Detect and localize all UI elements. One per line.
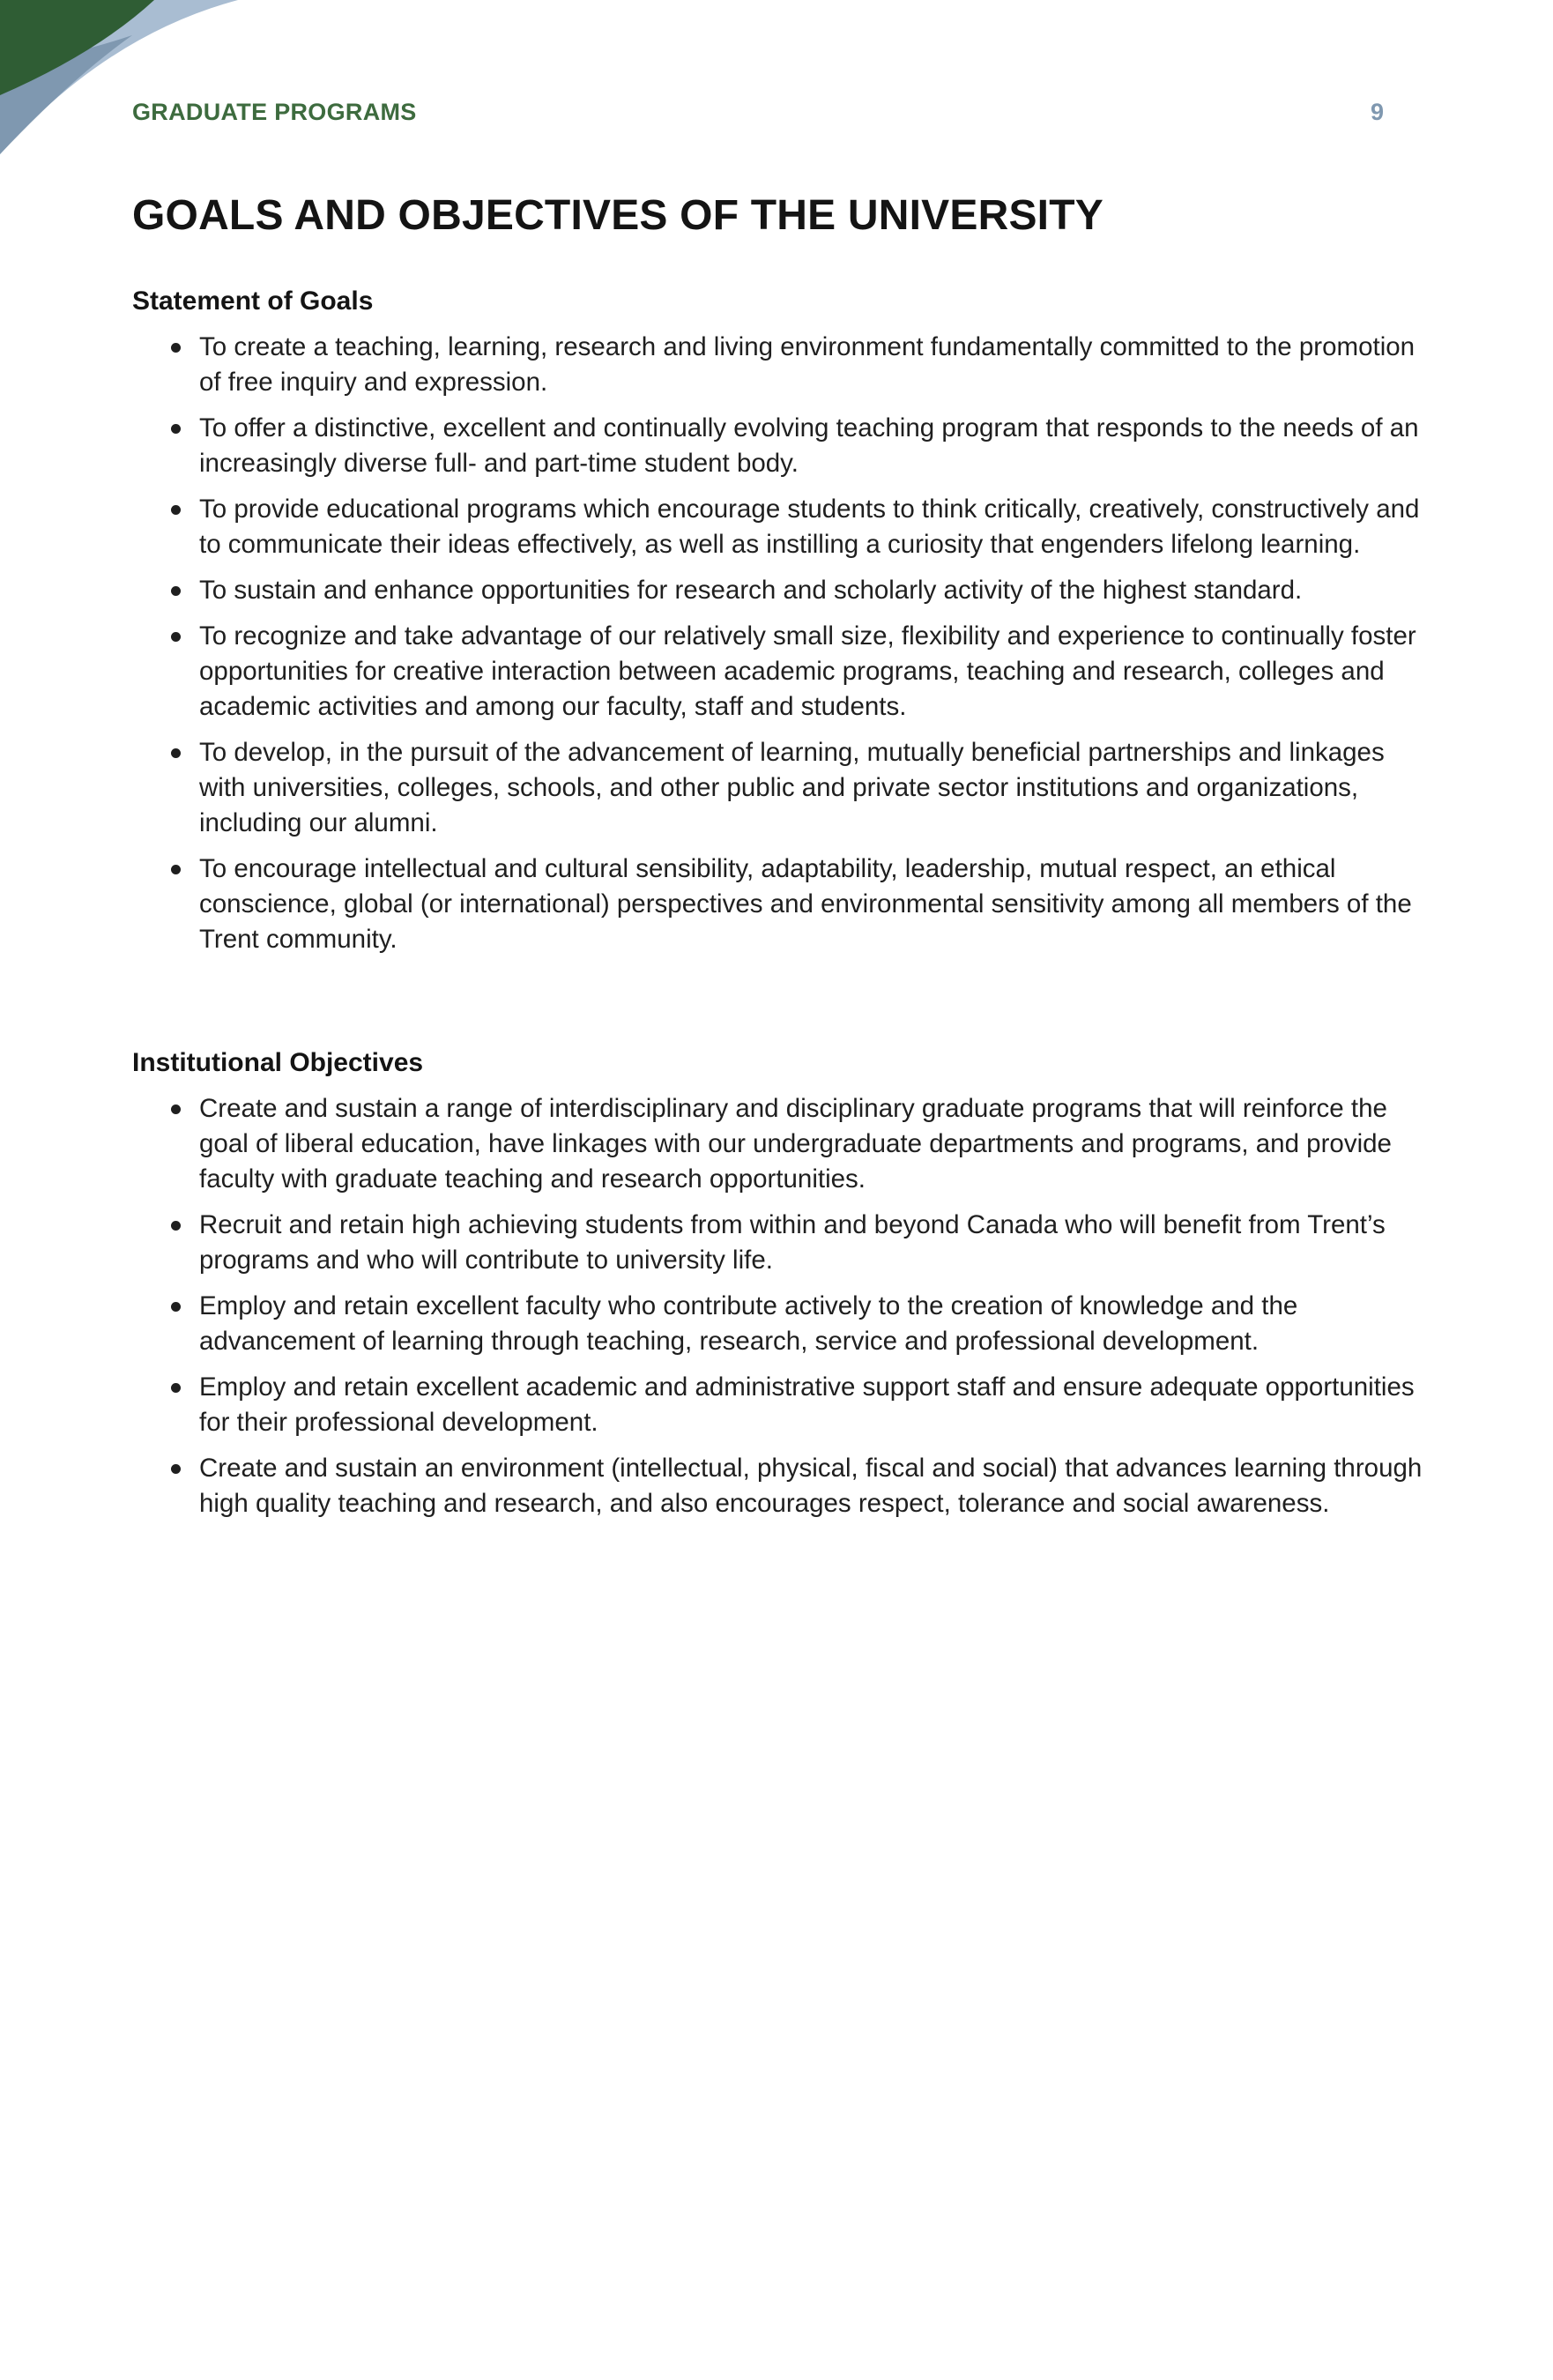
goal-text: To provide educational programs which encourage students to think critically, creatively, constructively and to communicate their ideas effectively, as well as instilling a curiosity that engenders lifelong learning. <box>199 495 1420 559</box>
bullet-icon <box>171 505 181 515</box>
bullet-icon <box>171 586 181 596</box>
bullet-icon <box>171 1104 181 1114</box>
page-title: GOALS AND OBJECTIVES OF THE UNIVERSITY <box>132 192 1103 239</box>
objective-text: Employ and retain excellent faculty who contribute actively to the creation of knowledge and the advancement of learning through teaching, research, service and professional development. <box>199 1291 1298 1356</box>
goal-text: To create a teaching, learning, research and living environment fundamentally committed to the promotion of free inquiry and expression. <box>199 332 1416 397</box>
goal-item <box>132 330 1428 400</box>
bullet-icon <box>171 632 181 642</box>
goal-text: To recognize and take advantage of our relatively small size, flexibility and experience to continually foster opportunities for creative interaction between academic programs, teaching and research, colleges and academic activities and among our faculty, staff and students. <box>199 621 1416 721</box>
section-spacer <box>132 968 1428 1045</box>
page-number: 9 <box>1370 99 1384 125</box>
objective-item <box>132 1451 1428 1521</box>
objectives-list <box>132 1091 1428 1521</box>
objective-item <box>132 1289 1428 1359</box>
objective-item <box>132 1208 1428 1278</box>
bullet-icon <box>171 424 181 434</box>
goal-item <box>132 573 1428 608</box>
objective-text: Create and sustain an environment (intellectual, physical, fiscal and social) that advances learning through high quality teaching and research, and also encourages respect, tolerance and social awareness. <box>199 1454 1423 1518</box>
objective-text: Recruit and retain high achieving students from within and beyond Canada who will benefit from Trent’s programs and who will contribute to university life. <box>199 1210 1386 1275</box>
goal-item <box>132 619 1428 725</box>
goal-item <box>132 492 1428 562</box>
goal-text: To offer a distinctive, excellent and continually evolving teaching program that responds to the needs of an increasingly diverse full- and part-time student body. <box>199 413 1419 478</box>
running-header <box>132 99 1384 134</box>
bullet-icon <box>171 1221 181 1231</box>
bullet-icon <box>171 343 181 353</box>
goal-text: To sustain and enhance opportunities for research and scholarly activity of the highest standard. <box>199 576 1303 605</box>
bullet-icon <box>171 1302 181 1312</box>
objective-item <box>132 1091 1428 1197</box>
bullet-icon <box>171 865 181 874</box>
running-header-section: GRADUATE PROGRAMS <box>132 99 417 125</box>
bullet-icon <box>171 748 181 758</box>
goal-text: To develop, in the pursuit of the advancement of learning, mutually beneficial partnerships and linkages with universities, colleges, schools, and other public and private sector institutions and organizations, including our alumni. <box>199 738 1385 837</box>
goal-item <box>132 735 1428 841</box>
objectives-heading: Institutional Objectives <box>132 1048 424 1077</box>
bullet-icon <box>171 1383 181 1393</box>
goal-item <box>132 411 1428 481</box>
main-content <box>132 187 1428 1532</box>
goal-item <box>132 852 1428 957</box>
goals-heading: Statement of Goals <box>132 286 374 316</box>
objective-text: Create and sustain a range of interdisciplinary and disciplinary graduate programs that will reinforce the goal of liberal education, have linkages with our undergraduate departments and programs, and provide faculty with graduate teaching and research opportunities. <box>199 1094 1392 1194</box>
corner-swoosh-decoration <box>0 0 238 159</box>
bullet-icon <box>171 1464 181 1474</box>
goals-list <box>132 330 1428 957</box>
objective-text: Employ and retain excellent academic and administrative support staff and ensure adequate opportunities for their professional development. <box>199 1372 1415 1437</box>
objective-item <box>132 1370 1428 1440</box>
goal-text: To encourage intellectual and cultural sensibility, adaptability, leadership, mutual respect, an ethical conscience, global (or international) perspectives and environmental sensitivity among all members of the Trent community. <box>199 854 1412 954</box>
